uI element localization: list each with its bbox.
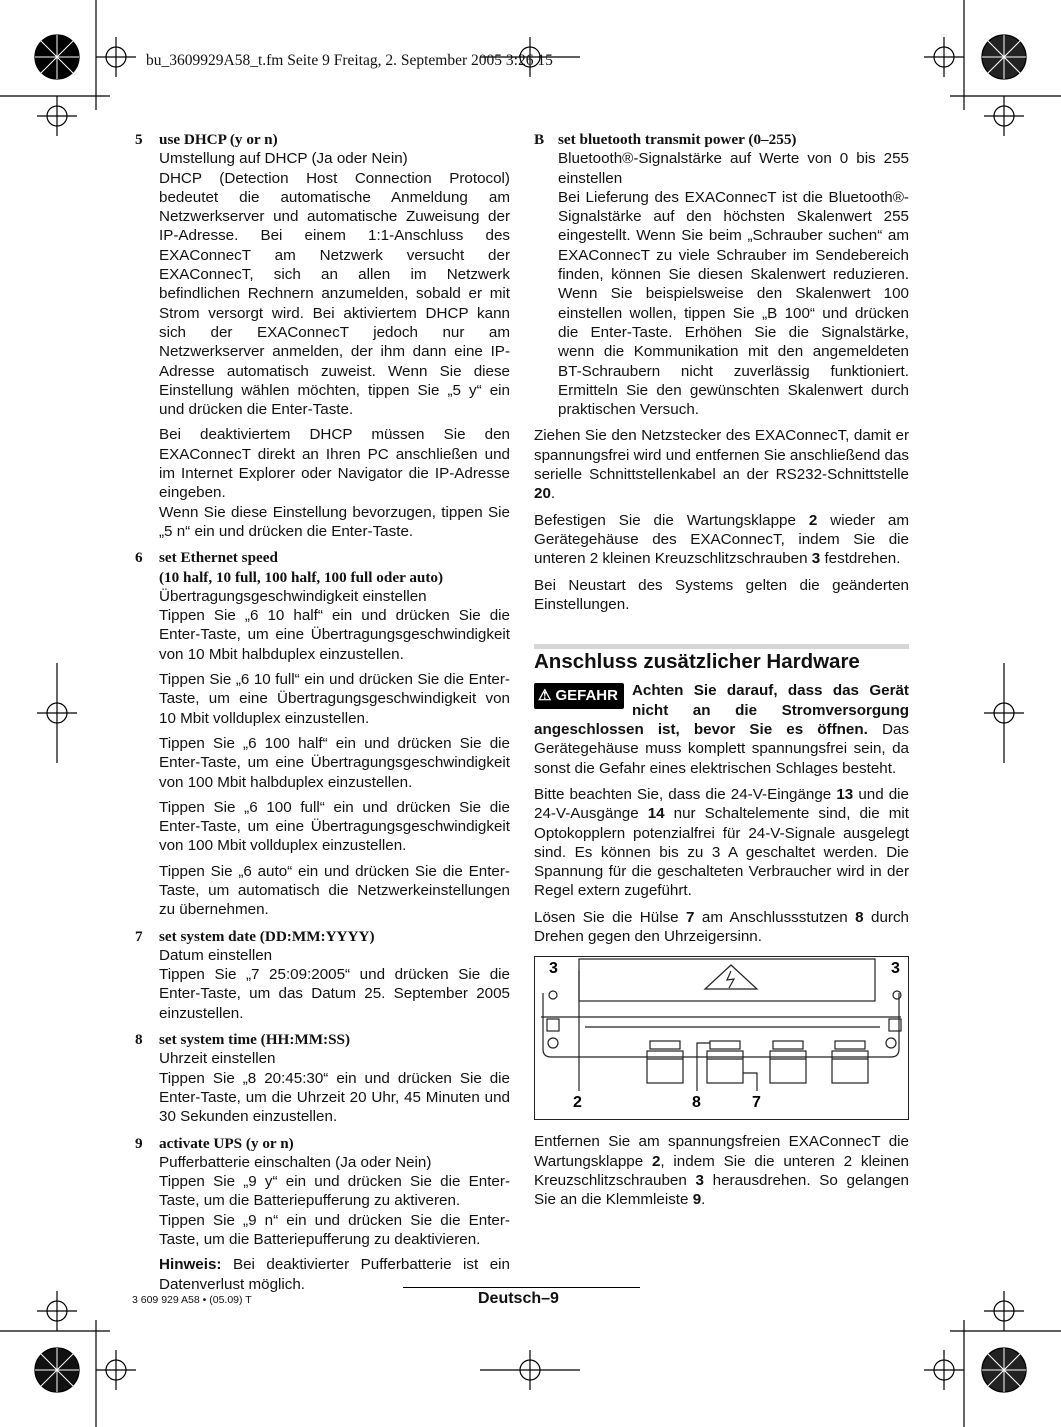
item-text: Bluetooth®-Signalstärke auf Werte von 0 bis 255 einstellen: [558, 150, 909, 187]
crosshair-mark-icon: [924, 1320, 964, 1427]
item-title: set system date (DD:MM:YYYY): [159, 927, 375, 945]
warning-text: Das Gerätegehäuse muss komplett spannungsfrei sein, da sonst die Gefahr eines elektrischen Schlages besteht.: [534, 721, 909, 777]
item-number: 9: [135, 1134, 143, 1152]
paragraph: Bei Neustart des Systems gelten die geänderten Einstellungen.: [534, 576, 909, 613]
item-title: set system time (HH:MM:SS): [159, 1031, 351, 1049]
menu-item-b: [534, 130, 909, 419]
menu-item-7: [135, 927, 510, 1023]
item-number: B: [534, 131, 545, 148]
crosshair-mark-icon: [984, 663, 1024, 763]
cable-gland-1: [647, 1041, 683, 1083]
item-title: use DHCP (y or n): [159, 131, 278, 148]
cable-gland-2: [707, 1041, 743, 1083]
paragraph: Lösen Sie die Hülse 7 am Anschlussstutzen 8 durch Drehen gegen den Uhrzeigersinn.: [534, 908, 910, 945]
device-illustration: [534, 956, 909, 1120]
note: [159, 1255, 510, 1294]
note-text: Bei deaktivierter Pufferbatterie ist ein Datenverlust möglich.: [159, 1256, 510, 1293]
page-number: Deutsch–9: [478, 1290, 559, 1307]
left-column: [135, 130, 510, 1301]
document-code: 3 609 929 A58 • (05.09) T: [132, 1294, 252, 1306]
warning-bold-text: Achten Sie darauf, dass das Gerät nicht an die Stromversorgung angeschlossen ist, bevor Sie es öffnen.: [534, 682, 909, 739]
danger-badge: ⚠ GEFAHR: [534, 683, 624, 709]
item-text: DHCP (Detection Host Connection Protocol) bedeutet die automatische Anmeldung am Netzwerkserver und automatische Zuweisung der IP-Adresse. Bei einem 1:1-Anschluss des EXAConnecT am Netzwerk versucht der EXAConnecT, sich an allen im Netzwerk befindlichen Rechnern anzumelden, sobald er mit Strom versorgt wird. Bei aktiviertem DHCP kann sich der EXAConnecT jedoch nur am Netzwerkserver anmelden, der ihm dann eine IP-Adresse automatisch zuweist. Wenn Sie diese Einstellung wählen möchten, tippen Sie „5 y“ ein und drücken die Enter-Taste.: [159, 169, 510, 419]
callout-7: 7: [752, 1094, 761, 1112]
crosshair-mark-icon: [0, 1291, 110, 1331]
menu-item-5: [135, 130, 510, 541]
paragraph: Ziehen Sie den Netzstecker des EXAConnecT, damit er spannungsfrei wird und entfernen Sie anschließend das serielle Schnittstellenkabel an der RS232-Schnittstelle 20.: [534, 427, 909, 503]
item-title: activate UPS (y or n): [159, 1134, 294, 1152]
callout-2: 2: [573, 1094, 582, 1112]
item-text: Datum einstellen: [159, 946, 273, 964]
item-text: Tippen Sie „8 20:45:30“ ein und drücken Sie die Enter-Taste, um die Uhrzeit 20 Uhr, 45 Minuten und 30 Sekunden einzustellen.: [159, 1069, 510, 1126]
item-title: set bluetooth transmit power (0–255): [558, 131, 797, 148]
callout-3-right: 3: [891, 960, 900, 978]
item-number: 7: [135, 927, 143, 945]
crosshair-mark-icon: [950, 96, 1061, 136]
callout-8: 8: [692, 1094, 701, 1112]
crosshair-mark-icon: [950, 1291, 1061, 1331]
item-text: Übertragungsgeschwindigkeit einstellen: [159, 587, 427, 605]
item-text: Wenn Sie diese Einstellung bevorzugen, tippen Sie „5 n“ ein und drücken die Enter-Taste.: [159, 503, 510, 540]
crosshair-mark-icon: [924, 0, 964, 110]
danger-warning: [534, 681, 909, 777]
right-column: [534, 130, 909, 1216]
paragraph: Bitte beachten Sie, dass die 24-V-Eingänge 13 und die 24-V-Ausgänge 14 nur Schaltelemente sind, die mit Optokopplern potenzialfrei für 24-V-Signale ausgelegt sind. Es können bis zu 3 A geschaltet werden. Die Spannung für die geschalteten Verbraucher wird in der Regel extern zugeführt.: [534, 785, 910, 900]
item-subtitle: (10 half, 10 full, 100 half, 100 full oder auto): [159, 568, 444, 586]
item-text: Tippen Sie „6 10 full“ ein und drücken Sie die Enter-Taste, um eine Übertragungsgeschwindigkeit von 10 Mbit vollduplex einzustellen.: [159, 671, 510, 727]
crosshair-mark-icon: [96, 1320, 136, 1427]
item-text: Tippen Sie „6 100 full“ ein und drücken Sie die Enter-Taste, um eine Übertragungsgeschwindigkeit von 100 Mbit vollduplex einzustellen.: [159, 798, 510, 855]
item-text: Tippen Sie „6 10 half“ ein und drücken Sie die Enter-Taste, um eine Übertragungsgeschwindigkeit von 10 Mbit halbduplex einzustellen.: [159, 607, 510, 663]
item-text: Tippen Sie „6 auto“ ein und drücken Sie die Enter-Taste, um automatisch die Netzwerkeinstellungen zu übernehmen.: [159, 862, 510, 919]
menu-item-6: [135, 548, 510, 919]
paragraph: Entfernen Sie am spannungsfreien EXAConnecT die Wartungsklappe 2, indem Sie die unteren 2 kleinen Kreuzschlitzschrauben 3 herausdrehen. So gelangen Sie an die Klemmleiste 9.: [534, 1133, 910, 1209]
item-text: Tippen Sie „7 25:09:2005“ und drücken Sie die Enter-Taste, um das Datum 25. September 2005 einzustellen.: [159, 966, 510, 1022]
item-text: Tippen Sie „9 y“ ein und drücken Sie die Enter-Taste, um die Batteriepufferung zu aktiveren.: [159, 1173, 510, 1210]
item-number: 6: [135, 549, 143, 567]
cable-gland-3: [770, 1041, 806, 1083]
cable-gland-4: [832, 1041, 868, 1083]
crosshair-mark-icon: [96, 0, 136, 110]
section-title: Anschluss zusätzlicher Hardware: [534, 644, 909, 671]
file-info-header: bu_3609929A58_t.fm Seite 9 Freitag, 2. September 2005 3:26 15: [146, 52, 553, 69]
crosshair-mark-icon: [37, 663, 77, 763]
warning-triangle-icon: ⚠: [538, 687, 552, 705]
callout-3-left: 3: [549, 960, 558, 978]
footer-rule: [403, 1287, 640, 1288]
item-text: Bei Lieferung des EXAConnecT ist die Bluetooth®-Signalstärke auf den höchsten Skalenwert 255 eingestellt. Wenn Sie beim „Schrauber suchen“ am EXAConnecT zu viele Schrauber im Sendebereich finden, können Sie diesen Skalenwert reduzieren. Wenn Sie beispielsweise den Skalenwert 100 einstellen wollen, tippen Sie „B 100“ und drücken die Enter-Taste. Erhöhen Sie die Signalstärke, wenn die Kommunikation mit den angemeldeten BT-Schraubern nicht zuverlässig funktioniert. Ermitteln Sie den gewünschten Skalenwert durch praktischen Versuch.: [558, 188, 909, 419]
menu-item-8: [135, 1030, 510, 1126]
item-text: Pufferbatterie einschalten (Ja oder Nein): [159, 1153, 432, 1171]
item-text: Tippen Sie „6 100 half“ ein und drücken Sie die Enter-Taste, um eine Übertragungsgeschwindigkeit von 100 Mbit halbduplex einzustellen.: [159, 734, 510, 791]
item-text: Uhrzeit einstellen: [159, 1050, 276, 1068]
paragraph: Befestigen Sie die Wartungsklappe 2 wieder am Gerätegehäuse des EXAConnecT, indem Sie die unteren 2 kleinen Kreuzschlitzschrauben 3 festdrehen.: [534, 511, 909, 568]
item-text: Bei deaktiviertem DHCP müssen Sie den EXAConnecT direkt an Ihren PC anschließen und im Internet Explorer oder Navigator die IP-Adresse eingeben.: [159, 426, 510, 502]
item-text: Umstellung auf DHCP (Ja oder Nein): [159, 150, 408, 168]
note-label: Hinweis:: [159, 1256, 222, 1274]
item-text: Tippen Sie „9 n“ ein und drücken Sie die Enter-Taste, um die Batteriepufferung zu deaktivieren.: [159, 1211, 510, 1249]
item-number: 5: [135, 131, 143, 148]
menu-item-9: [135, 1134, 510, 1294]
crosshair-mark-icon: [480, 1350, 580, 1390]
device-drawing: [535, 957, 908, 1119]
item-title: set Ethernet speed: [159, 549, 278, 567]
crosshair-mark-icon: [0, 96, 110, 136]
item-number: 8: [135, 1031, 143, 1049]
